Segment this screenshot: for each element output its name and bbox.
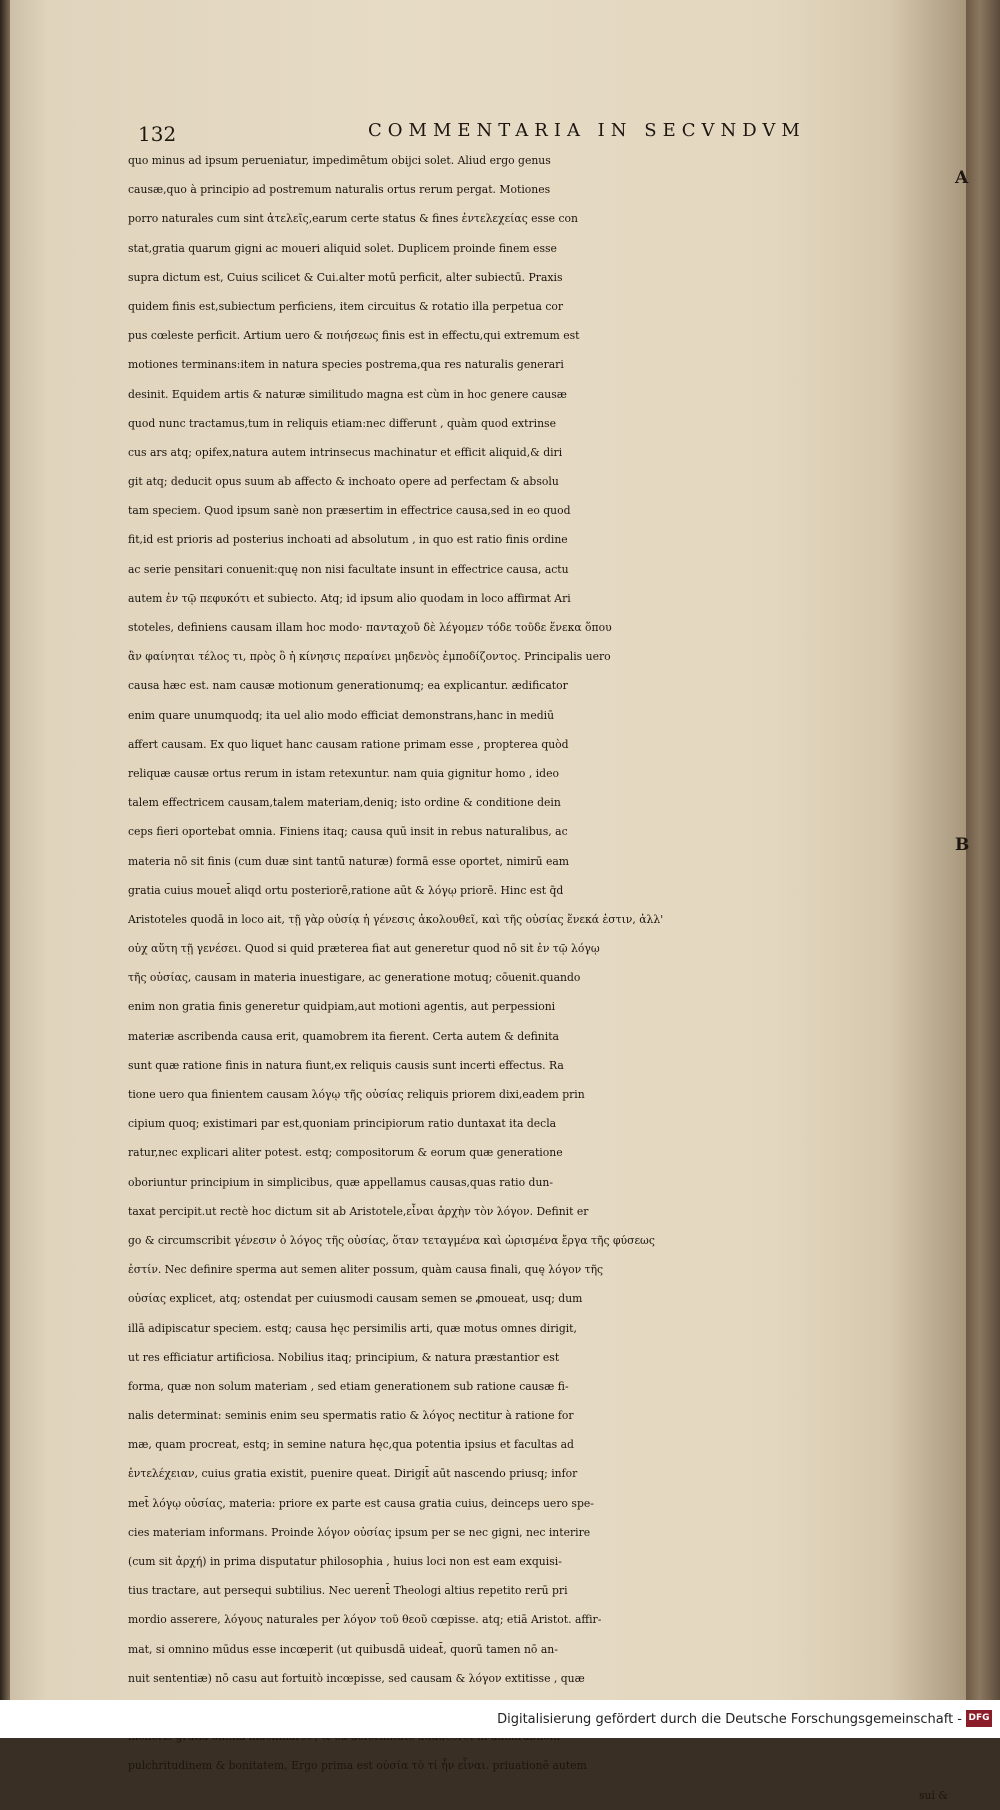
- text-line: supra dictum est, Cuius scilicet & Cui.alter motū perficit, alter subiectū. Praxis: [128, 270, 563, 284]
- footer-bar: [0, 1700, 1000, 1738]
- page-header: [138, 120, 958, 148]
- text-line: mordio asserere, λόγους naturales per λόγον τοῦ θεοῦ cœpisse. atq; etiā Aristot. affir-: [128, 1613, 602, 1627]
- text-line: causæ,quo à principio ad postremum naturalis ortus rerum pergat. Motiones: [128, 183, 551, 197]
- text-line: stoteles, definiens causam illam hoc modo· πανταχοῦ δὲ λέγομεν τόδε τοῦδε ἕνεκα ὅπου: [128, 621, 612, 634]
- text-line: causa hæc est. nam causæ motionum generationumq; ea explicantur. ædificator: [128, 679, 568, 693]
- text-line: fit,id est prioris ad posterius inchoati ad absolutum , in quo est ratio finis ordine: [128, 533, 568, 547]
- text-line: git atq; deducit opus suum ab affecto & inchoato opere ad perfectam & absolu: [128, 475, 559, 489]
- text-line: desinit. Equidem artis & naturæ similitudo magna est cùm in hoc genere causæ: [128, 387, 567, 401]
- text-line: ἐντελέχειαν, cuius gratia existit, puenire queat. Dirigit̄ aūt nascendo priusq; infor: [128, 1467, 578, 1481]
- text-line: motiones terminans:item in natura species postrema,qua res naturalis generari: [128, 358, 564, 372]
- text-line: cus ars atq; opifex,natura autem intrinsecus machinatur et efficit aliquid,& diri: [128, 445, 563, 459]
- text-line: autem ἐν τῷ πεφυκότι et subiecto. Atq; id ipsum alio quodam in loco affirmat Ari: [128, 591, 571, 605]
- text-line: go & circumscribit γένεσιν ὁ λόγος τῆς οὐσίας, ὅταν τεταγμένα καὶ ὡρισμένα ἔργα τῆς φύσεως: [128, 1233, 655, 1247]
- text-line: ceps fieri oportebat omnia. Finiens itaq; causa quū insit in rebus naturalibus, ac: [128, 825, 568, 839]
- text-line: taxat percipit.ut rectè hoc dictum sit ab Aristotele,εἶναι ἀρχὴν τὸν λόγον. Definit er: [128, 1204, 589, 1218]
- text-line: pulchritudinem & bonitatem, Ergo prima est οὐσία τὸ τί ἦν εἶναι. priuationē autem: [128, 1759, 587, 1773]
- text-line: forma, quæ non solum materiam , sed etiam generationem sub ratione causæ fi-: [128, 1379, 569, 1393]
- text-line: tius tractare, aut persequi subtilius. Nec uerent̄ Theologi altius repetito rerū pri: [128, 1584, 568, 1598]
- text-line: porro naturales cum sint ἀτελεῖς,earum certe status & fines ἐντελεχείας esse con: [128, 212, 578, 226]
- text-line: enim quare unumquodq; ita uel alio modo efficiat demonstrans,hanc in mediū: [128, 708, 555, 722]
- text-line: οὐσίας explicet, atq; ostendat per cuiusmodi causam semen se ꝓmoueat, usq; dum: [128, 1292, 583, 1306]
- body-text: [128, 146, 948, 1810]
- text-line: quo minus ad ipsum perueniatur, impedimētum obijci solet. Aliud ergo genus: [128, 154, 551, 167]
- text-line: ut res efficiatur artificiosa. Nobilius itaq; principium, & natura præstantior est: [128, 1350, 560, 1364]
- text-line: stat,gratia quarum gigni ac moueri aliquid solet. Duplicem proinde finem esse: [128, 241, 557, 255]
- text-line: pus cœleste perficit. Artium uero & ποιήσεως finis est in effectu,qui extremum est: [128, 329, 580, 343]
- text-line: tione uero qua finientem causam λόγῳ τῆς οὐσίας reliquis priorem dixi,eadem prin: [128, 1088, 585, 1101]
- margin-letter-a: A: [955, 168, 969, 188]
- text-line: affert causam. Ex quo liquet hanc causam ratione primam esse , propterea quòd: [128, 737, 569, 751]
- text-line: ac serie pensitari conuenit:quę non nisi facultate insunt in effectrice causa, actu: [128, 562, 569, 576]
- text-line: materiæ ascribenda causa erit, quamobrem ita fierent. Certa autem & definita: [128, 1029, 559, 1043]
- text-line: τῆς οὐσίας, causam in materia inuestigare, ac generatione motuq; cōuenit.quando: [128, 971, 581, 985]
- text-line: (cum sit ἀρχή) in prima disputatur philosophia , huius loci non est eam exquisi-: [128, 1555, 562, 1568]
- text-line: gratia cuius mouet̄ aliqd ortu posteriorē,ratione aūt & λόγῳ priorē. Hinc est q̄d: [128, 883, 564, 897]
- text-line: ἐστίν. Nec definire sperma aut semen aliter possum, quàm causa finali, quę λόγον τῆς: [128, 1263, 604, 1277]
- text-line: οὐχ αὕτη τῇ γενέσει. Quod si quid præterea fiat aut generetur quod nō sit ἐν τῷ λόγῳ: [128, 942, 600, 956]
- margin-letter-b: B: [955, 835, 970, 855]
- text-line: tam speciem. Quod ipsum sanè non præsertim in effectrice causa,sed in eo quod: [128, 504, 571, 518]
- text-line: enim non gratia finis generetur quidpiam,aut motioni agentis, aut perpessioni: [128, 1000, 556, 1014]
- right-page-edge: [966, 0, 1000, 1700]
- text-line: mat, si omnino mūdus esse incœperit (ut quibusdā uideat̄, quorū tamen nō an-: [128, 1642, 558, 1656]
- text-line: nuit sententiæ) nō casu aut fortuitò incœpisse, sed causam & λόγον extitisse , quæ: [128, 1671, 585, 1685]
- text-line: mæ, quam procreat, estq; in semine natura hęc,qua potentia ipsius et facultas ad: [128, 1438, 574, 1452]
- text-line: cies materiam informans. Proinde λόγον οὐσίας ipsum per se nec gigni, nec interire: [128, 1525, 591, 1539]
- text-line: quod nunc tractamus,tum in reliquis etiam:nec differunt , quàm quod extrinse: [128, 416, 556, 430]
- text-line: quidem finis est,subiectum perficiens, item circuitus & rotatio illa perpetua cor: [128, 299, 564, 313]
- text-line: ratur,nec explicari aliter potest. estq; compositorum & eorum quæ generatione: [128, 1146, 563, 1160]
- text-line: cipium quoq; existimari par est,quoniam principiorum ratio duntaxat ita decla: [128, 1117, 557, 1131]
- text-line: talem effectricem causam,talem materiam,deniq; isto ordine & conditione dein: [128, 796, 561, 810]
- text-line: sunt quæ ratione finis in natura fiunt,ex reliquis causis sunt incerti effectus. Ra: [128, 1058, 564, 1072]
- text-line: met̄ λόγῳ οὐσίας, materia: priore ex parte est causa gratia cuius, deinceps uero spe-: [128, 1496, 594, 1510]
- folio-number: 132: [138, 122, 177, 146]
- text-line: oboriuntur principium in simplicibus, quæ appellamus causas,quas ratio dun-: [128, 1175, 554, 1189]
- running-head: COMMENTARIA IN SECVNDVM: [368, 120, 806, 141]
- text-line: materia nō sit finis (cum duæ sint tantū naturæ) formā esse oportet, nimirū eam: [128, 854, 570, 868]
- text-line: ἂν φαίνηται τέλος τι, πρὸς ὃ ἡ κίνησις περαίνει μηδενὸς ἐμποδίζοντος. Principalis uero: [128, 650, 611, 664]
- dfg-logo: DFG: [966, 1710, 992, 1727]
- text-line: illā adipiscatur speciem. estq; causa hęc persimilis arti, quæ motus omnes dirigit,: [128, 1321, 577, 1335]
- text-line: Aristoteles quodā in loco ait, τῇ γὰρ οὐσίᾳ ἡ γένεσις ἀκολουθεῖ, καὶ τῆς οὐσίας ἕνεκά ἐστιν, ἀλλ': [128, 912, 664, 926]
- text-line: reliquæ causæ ortus rerum in istam retexuntur. nam quia gignitur homo , ideo: [128, 766, 559, 780]
- text-line: sui &: [919, 1788, 948, 1802]
- footer-credit: Digitalisierung gefördert durch die Deutsche Forschungsgemeinschaft -: [497, 1712, 962, 1727]
- text-line: nalis determinat: seminis enim seu spermatis ratio & λόγος nectitur à ratione for: [128, 1409, 574, 1423]
